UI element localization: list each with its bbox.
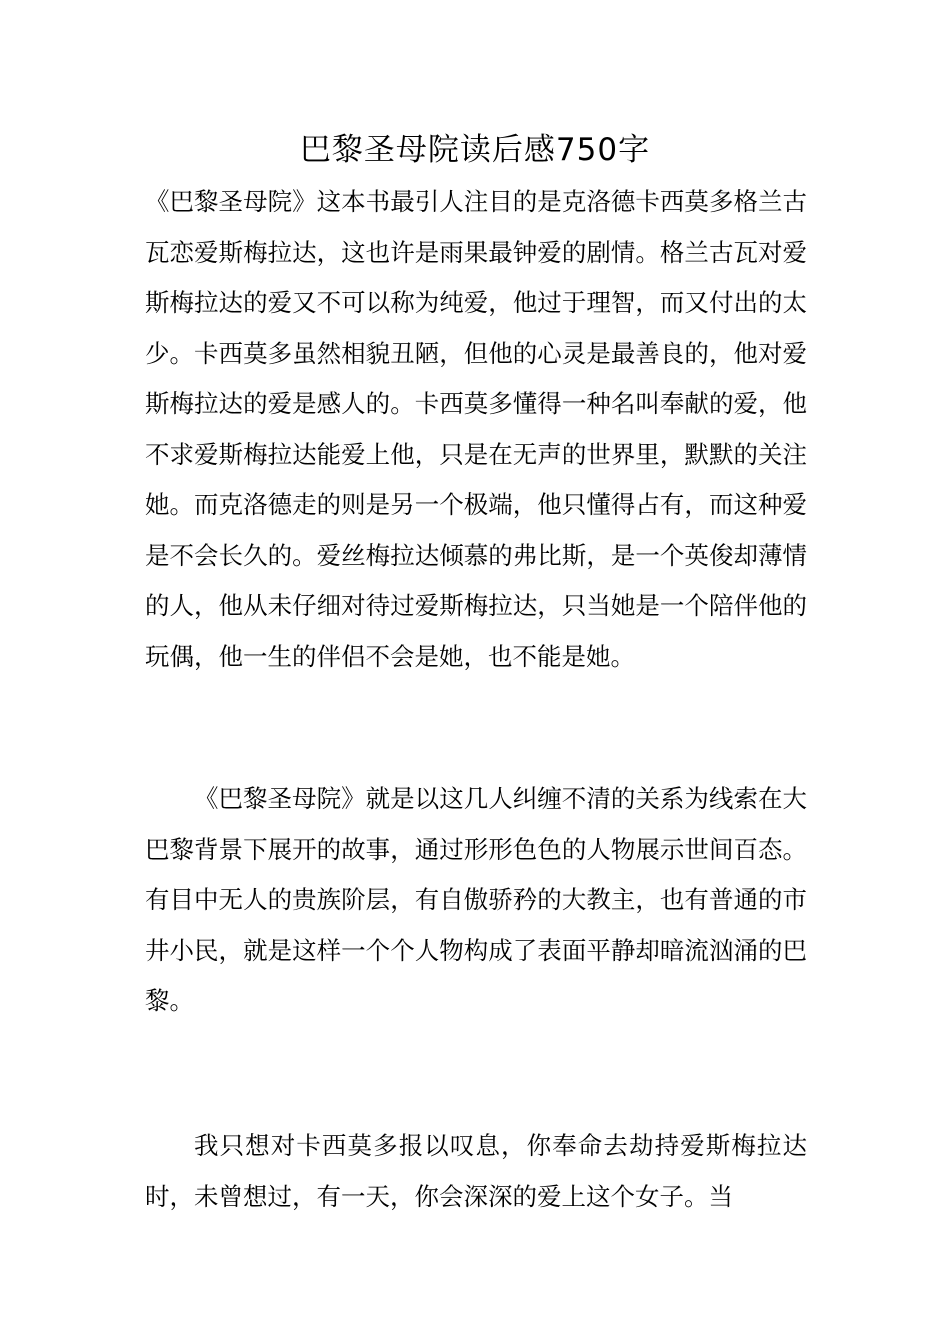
paragraph-1: 《巴黎圣母院》这本书最引人注目的是克洛德卡西莫多格兰古瓦恋爱斯梅拉达，这也许是雨果最钟爱的剧情。格兰古瓦对爱斯梅拉达的爱又不可以称为纯爱，他过于理智，而又付出的太少。卡西莫多虽然相貌丑陋，但他的心灵是最善良的，他对爱斯梅拉达的爱是感人的。卡西莫多懂得一种名叫奉献的爱，他不求爱斯梅拉达能爱上他，只是在无声的世界里，默默的关注她。而克洛德走的则是另一个极端，他只懂得占有，而这种爱是不会长久的。爱丝梅拉达倾慕的弗比斯，是一个英俊却薄情的人，他从未仔细对待过爱斯梅拉达，只当她是一个陪伴他的玩偶，他一生的伴侣不会是她，也不能是她。 [145, 187, 807, 671]
paragraph-3: 我只想对卡西莫多报以叹息，你奉命去劫持爱斯梅拉达时，未曾想过，有一天，你会深深的爱上这个女子。当 [145, 1131, 807, 1211]
paragraph-2: 《巴黎圣母院》就是以这几人纠缠不清的关系为线索在大巴黎背景下展开的故事，通过形形色色的人物展示世间百态。有目中无人的贵族阶层，有自傲骄矜的大教主，也有普通的市井小民，就是这样一个个人物构成了表面平静却暗流汹涌的巴黎。 [145, 784, 807, 1015]
document-title: 巴黎圣母院读后感750字 [299, 132, 651, 168]
